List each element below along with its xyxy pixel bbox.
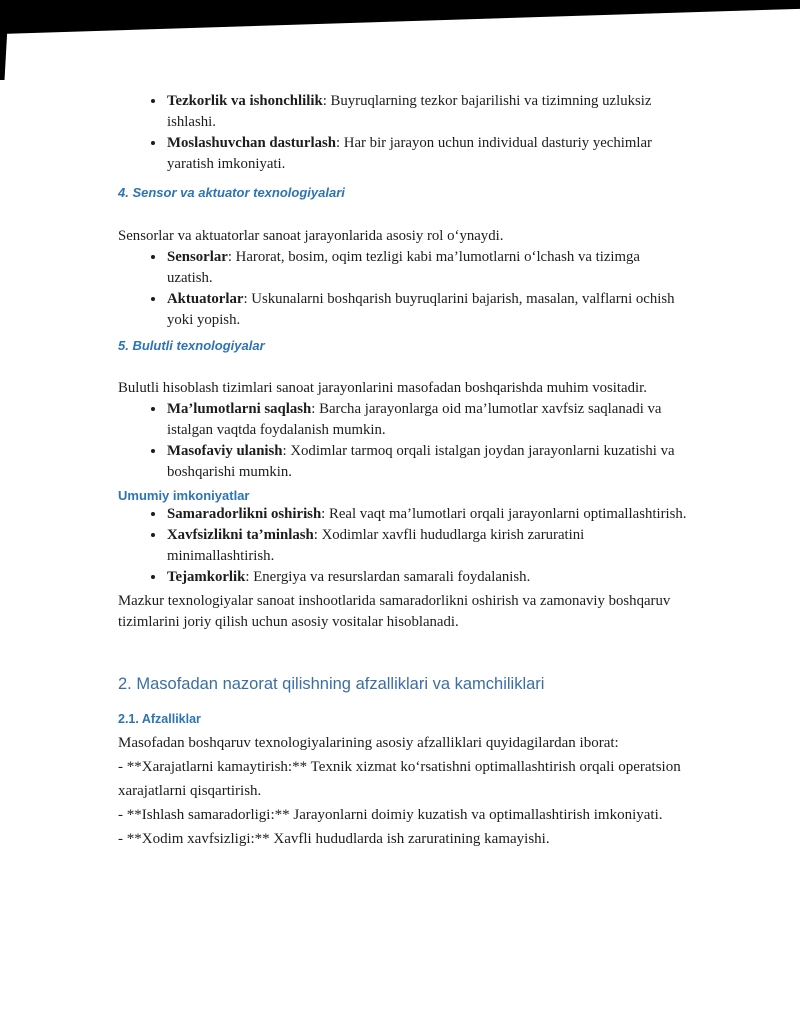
sensor-bullet-list: [118, 247, 688, 331]
intro-bullet-list: [118, 91, 688, 175]
paragraph-sensor: Sensorlar va aktuatorlar sanoat jarayonlarida asosiy rol o‘ynaydi.: [118, 228, 504, 244]
afzalliklar-text-block: [118, 731, 688, 851]
list-item: [166, 567, 688, 588]
list-item-term: Aktuatorlar: [167, 291, 244, 307]
document-page: [118, 0, 688, 851]
list-item-text: : Harorat, bosim, oqim tezligi kabi ma’lumotlarni o‘lchash va tizimga uzatish.: [167, 249, 640, 286]
list-item: [166, 399, 688, 441]
list-item-text: : Xodimlar tarmoq orqali istalgan joydan jarayonlarni kuzatishi va boshqarishi mumkin.: [167, 443, 675, 480]
list-item-text: : Xodimlar xavfli hududlarga kirish zaruratini minimallashtirish.: [167, 527, 585, 564]
heading-sensor-aktuator: 4. Sensor va aktuator texnologiyalari: [118, 185, 345, 200]
list-item-text: : Barcha jarayonlarga oid ma’lumotlar xavfsiz saqlanadi va istalgan vaqtda foydalanish mumkin.: [167, 401, 662, 438]
list-item-text: : Real vaqt ma’lumotlari orqali jarayonlarni optimallashtirish.: [321, 506, 687, 522]
list-item-text: : Energiya va resurslardan samarali foydalanish.: [245, 569, 531, 585]
paragraph-mazkur: Mazkur texnologiyalar sanoat inshootlarida samaradorlikni oshirish va zamonaviy boshqaruv tizimlarini joriy qilish uchun asosiy vositalar hisoblanadi.: [118, 593, 671, 630]
list-item-term: Moslashuvchan dasturlash: [167, 135, 336, 151]
list-item: [166, 247, 688, 289]
list-item: [166, 91, 688, 133]
list-item-term: Masofaviy ulanish: [167, 443, 283, 459]
text-line: Masofadan boshqaruv texnologiyalarining asosiy afzalliklari quyidagilardan iborat:: [118, 735, 619, 751]
list-item-term: Samaradorlikni oshirish: [167, 506, 322, 522]
bulutli-bullet-list: [118, 399, 688, 483]
text-line: - **Xodim xavfsizligi:** Xavfli hududlarda ish zaruratining kamayishi.: [118, 831, 550, 847]
text-line: - **Ishlash samaradorligi:** Jarayonlarni doimiy kuzatish va optimallashtirish imkoniyati.: [118, 807, 663, 823]
heading-afzalliklar-sub: 2.1. Afzalliklar: [118, 712, 201, 726]
scan-edge-left: [0, 0, 9, 80]
list-item-text: : Uskunalarni boshqarish buyruqlarini bajarish, masalan, valflarni ochish yoki yopish.: [167, 291, 675, 328]
heading-umumiy-imkoniyatlar: Umumiy imkoniyatlar: [118, 488, 250, 503]
umumiy-bullet-list: [118, 504, 688, 588]
list-item: [166, 525, 688, 567]
list-item: [166, 289, 688, 331]
list-item-term: Ma’lumotlarni saqlash: [167, 401, 312, 417]
list-item: [166, 133, 688, 175]
list-item-text: : Buyruqlarning tezkor bajarilishi va tizimning uzluksiz ishlashi.: [167, 93, 652, 130]
list-item-term: Xavfsizlikni ta’minlash: [167, 527, 314, 543]
paragraph-bulutli: Bulutli hisoblash tizimlari sanoat jarayonlarini masofadan boshqarishda muhim vositadir.: [118, 380, 647, 396]
text-line: - **Xarajatlarni kamaytirish:** Texnik xizmat ko‘rsatishni optimallashtirish orqali operatsion xarajatlarni qisqartirish.: [118, 759, 681, 799]
list-item-text: : Har bir jarayon uchun individual dasturiy yechimlar yaratish imkoniyati.: [167, 135, 652, 172]
heading-bulutli: 5. Bulutli texnologiyalar: [118, 338, 265, 353]
list-item-term: Sensorlar: [167, 249, 228, 265]
list-item-term: Tejamkorlik: [167, 569, 246, 585]
list-item: [166, 441, 688, 483]
list-item-term: Tezkorlik va ishonchlilik: [167, 93, 323, 109]
heading-masofadan-nazorat: 2. Masofadan nazorat qilishning afzalliklari va kamchiliklari: [118, 675, 545, 693]
list-item: [166, 504, 688, 525]
